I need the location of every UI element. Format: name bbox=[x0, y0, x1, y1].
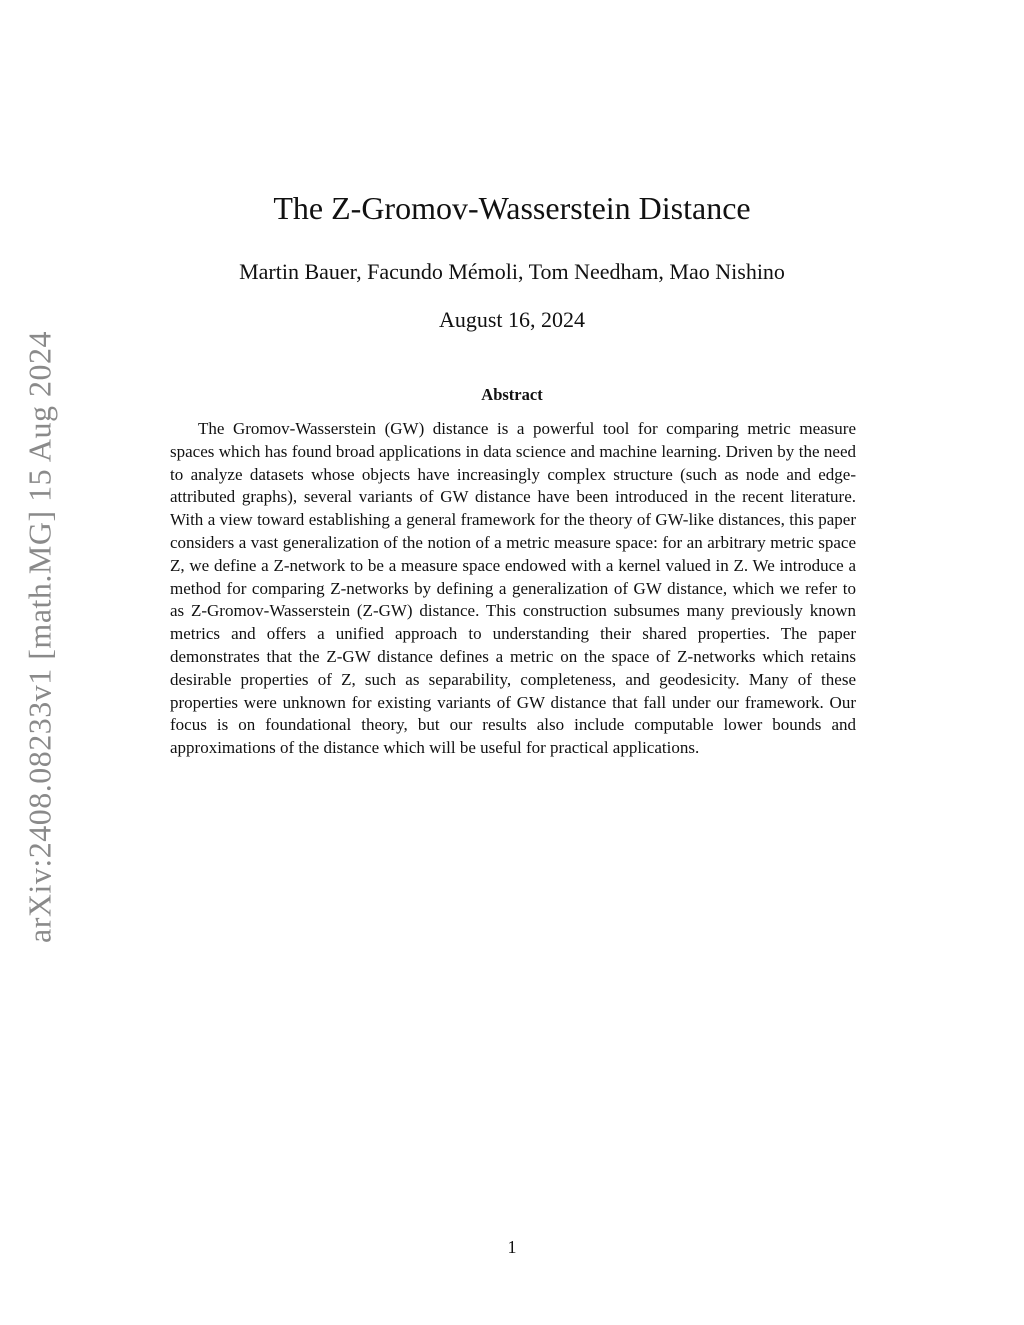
abstract-paragraph: The Gromov-Wasserstein (GW) distance is a powerful tool for comparing metric measure spaces which has found broad applications in data science and machine learning. Driven by the need to analyze datasets whose objects have increasingly complex structure (such as node and edge-attributed graphs), several variants of GW distance have been introduced in the recent literature. With a view toward establishing a general framework for the theory of GW-like distances, this paper considers a vast generalization of the notion of a metric measure space: for an arbitrary metric space Z, we define a Z-network to be a measure space endowed with a kernel valued in Z. We introduce a method for comparing Z-networks by defining a generalization of GW distance, which we refer to as Z-Gromov-Wasserstein (Z-GW) distance. This construction subsumes many previously known metrics and offers a unified approach to understanding their shared properties. The paper demonstrates that the Z-GW distance defines a metric on the space of Z-networks which retains desirable properties of Z, such as separability, completeness, and geodesicity. Many of these properties were unknown for existing variants of GW distance that fall under our framework. Our focus is on foundational theory, but our results also include computable lower bounds and approximations of the distance which will be useful for practical applications. bbox=[170, 419, 856, 758]
publication-date: August 16, 2024 bbox=[438, 307, 586, 332]
page-number: 1 bbox=[507, 1237, 517, 1257]
abstract-heading: Abstract bbox=[481, 385, 543, 404]
author-list: Martin Bauer, Facundo Mémoli, Tom Needham, Mao Nishino bbox=[239, 259, 785, 284]
arxiv-identifier-stamp: arXiv:2408.08233v1 [math.MG] 15 Aug 2024 bbox=[21, 331, 58, 943]
paper-title: The Z-Gromov-Wasserstein Distance bbox=[273, 190, 751, 226]
